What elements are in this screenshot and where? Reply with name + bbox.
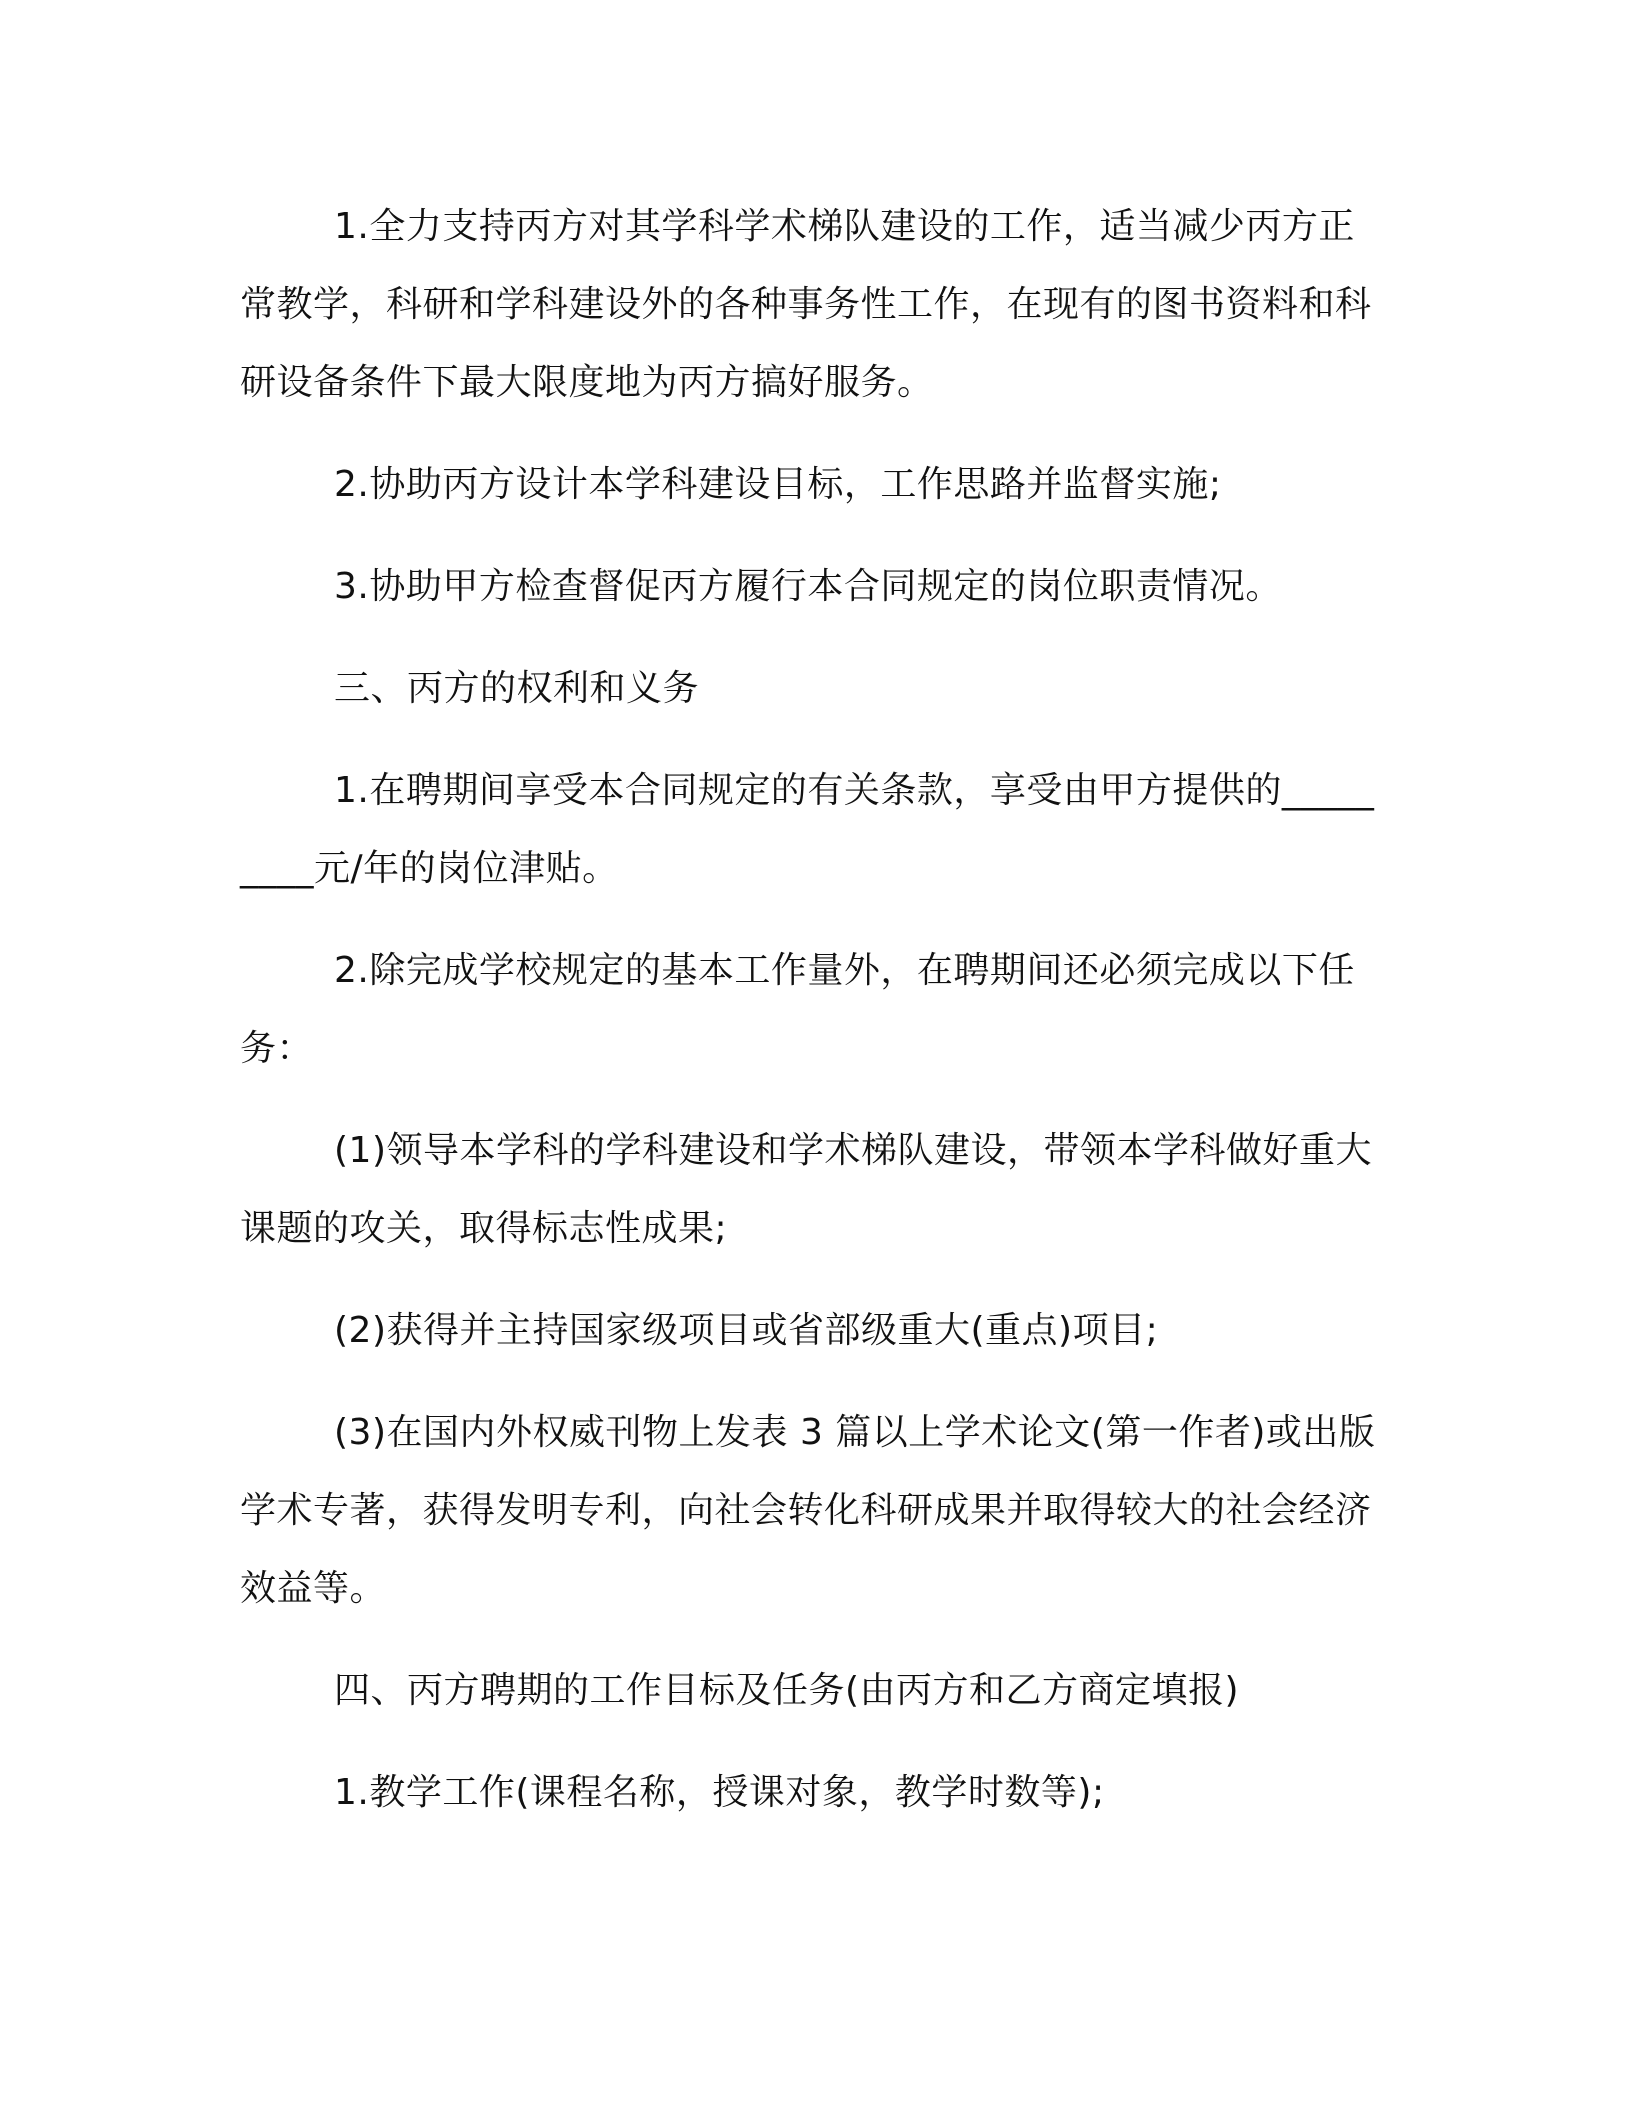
paragraph-allowance: 1.在聘期间享受本合同规定的有关条款，享受由甲方提供的_________元/年的岗位津贴。 <box>240 770 1375 889</box>
paragraph-assist-design: 2.协助丙方设计本学科建设目标，工作思路并监督实施; <box>334 464 1222 505</box>
section-heading-rights-obligations: 三、丙方的权利和义务 <box>334 668 700 709</box>
section-heading-work-goals: 四、丙方聘期的工作目标及任务(由丙方和乙方商定填报) <box>334 1670 1240 1711</box>
paragraph-teaching-work: 1.教学工作(课程名称，授课对象，教学时数等); <box>334 1772 1105 1813</box>
paragraph-assist-inspect: 3.协助甲方检查督促丙方履行本合同规定的岗位职责情况。 <box>334 566 1282 607</box>
paragraph-support-team: 1.全力支持丙方对其学科学术梯队建设的工作，适当减少丙方正常教学，科研和学科建设外的各种事务性工作，在现有的图书资料和科研设备条件下最大限度地为丙方搞好服务。 <box>240 206 1372 403</box>
paragraph-task-projects: (2)获得并主持国家级项目或省部级重大(重点)项目; <box>334 1310 1159 1351</box>
paragraph-task-publications: (3)在国内外权威刊物上发表 3 篇以上学术论文(第一作者)或出版学术专著，获得发明专利，向社会转化科研成果并取得较大的社会经济效益等。 <box>240 1412 1376 1609</box>
paragraph-tasks-intro: 2.除完成学校规定的基本工作量外，在聘期间还必须完成以下任务： <box>240 950 1355 1069</box>
document-body <box>240 188 1380 1856</box>
paragraph-task-lead: (1)领导本学科的学科建设和学术梯队建设，带领本学科做好重大课题的攻关，取得标志性成果; <box>240 1130 1372 1249</box>
